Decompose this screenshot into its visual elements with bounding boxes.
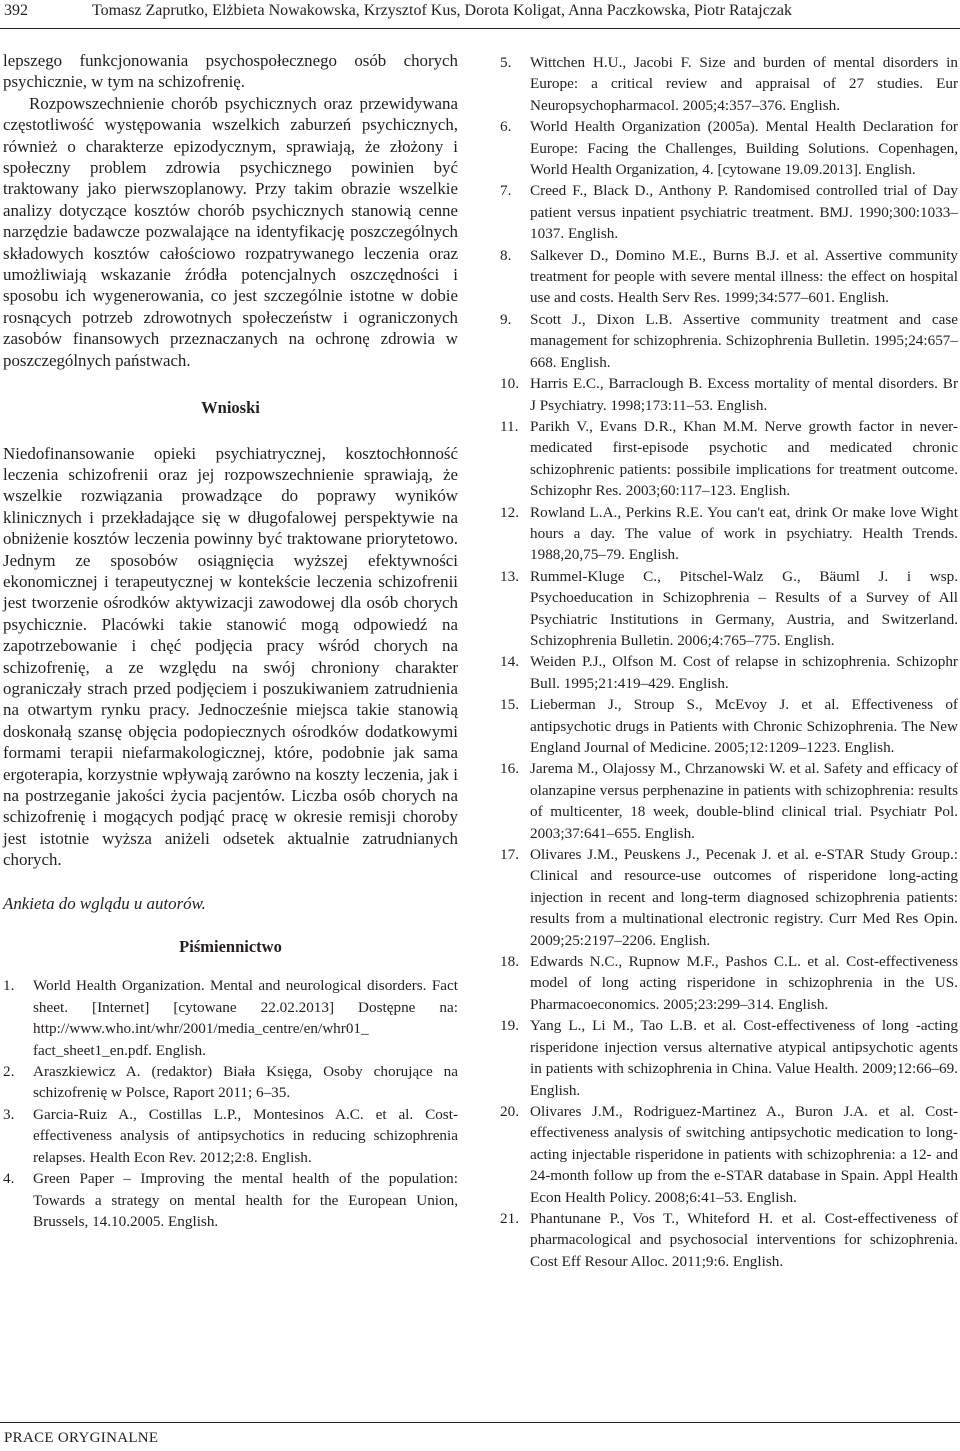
reference-item <box>500 651 958 694</box>
reference-item <box>500 1015 958 1101</box>
reference-number: 14. <box>500 653 519 671</box>
reference-text: Lieberman J., Stroup S., McEvoy J. et al. Effectiveness of antipsychotic drugs in Patients with Chronic Schizophrenia. The New England Journal of Medicine. 2005;12:1209–1223. English. <box>530 696 958 756</box>
reference-item <box>500 844 958 951</box>
reference-text: Creed F., Black D., Anthony P. Randomised controlled trial of Day patient versus inpatient psychiatric treatment. BMJ. 1990;300:1033–1037. English. <box>530 182 958 243</box>
conclusions-paragraph: Niedofinansowanie opieki psychiatrycznej, kosztochłonność leczenia schizofrenii oraz jej rozpowszechnienie sprawiają, że wszelkie rozwiązania prowadzące do poprawy wyników klinicznych i przekładające się w długofalowej perspektywie na obniżenie kosztów leczenia powinny być traktowane priorytetowo. Jednym ze sposobów osiągnięcia wyższej efektywności ekonomicznej i terapeutycznej w kontekście leczenia schizofrenii jest tworzenie ośrodków aktywizacji zawodowej dla osób chorych psychicznie. Placówki takie stanowić mogą odpowiedź na zapotrzebowanie i chęć podjęcia pracy wśród chorych na schizofrenię, a ze względu na swój chroniony charakter ograniczały strach przed podjęciem i poszukiwaniem zatrudnienia na otwartym rynku pracy. Jednocześnie miejsca takie stanowią doskonałą szansę objęcia podopiecznych ośrodków dodatkowymi formami terapii niefarmakologicznej, które, podobnie jak sama ergoterapia, korzystnie wpływają zarówno na koszty leczenia, jak i na postrzeganie jakości życia pacjentów. Liczba osób chorych na schizofrenię i mogących podjąć pracę w okresie remisji choroby jest istotnie wyższa aniżeli odsetek aktualnie zatrudnianych chorych. <box>3 443 458 870</box>
reference-text: Garcia-Ruiz A., Costillas L.P., Montesinos A.C. et al. Cost-effectiveness analysis of antipsychotics in reducing schizophrenia relapses. Health Econ Rev. 2012;2:8. English. <box>33 1105 458 1166</box>
reference-text: Rummel-Kluge C., Pitschel-Walz G., Bäuml J. i wsp. Psychoeducation in Schizophrenia – Results of a Survey of All Psychiatric Institutions in Germany, Austria, and Switzerland. Schizophrenia Bulletin. 2006;4:765–775. English. <box>530 567 958 649</box>
reference-item <box>500 1101 958 1208</box>
reference-text: Edwards N.C., Rupnow M.F., Pashos C.L. et al. Cost-effectiveness model of long acting risperidone in schizophrenia in the US. Pharmacoeconomics. 2005;23:299–314. English. <box>530 953 958 1013</box>
body-paragraph: Rozpowszechnienie chorób psychicznych oraz przewidywana częstotliwość występowania wszelkich zaburzeń psychicznych, również o charakterze epizodycznym, sprawiają, że złożony i społeczny problem zdrowia psychicznego powinien być traktowany jako pierwszoplanowy. Przy takim obrazie wszelkie analizy dotyczące kosztów chorób psychicznych stanowią cenne narzędzie badawcze pozwalające na identyfikację poszczególnych składowych kosztów całościowo rozpatrywanego leczenia oraz umożliwiają wskazanie źródła potencjalnych oszczędności i sposobu ich wygenerowania, co jest szczególnie istotne w dobie rosnących potrzeb zdrowotnych społeczeństw i ograniczonych zasobów finansowych przeznaczanych na ochronę zdrowia w poszczególnych państwach. <box>3 93 458 370</box>
reference-item <box>500 180 958 244</box>
reference-text: Olivares J.M., Rodriguez-Martinez A., Buron J.A. et al. Cost-effectiveness analysis of switching antipsychotic medication to long-acting injectable risperidone in patients with schizophrenia: a 12- and 24-month follow up from the e-STAR database in Spain. Appl Health Econ Health Policy. 2008;6:41–53. English. <box>530 1102 958 1206</box>
references-heading: Piśmiennictwo <box>179 937 282 957</box>
reference-number: 17. <box>500 846 519 864</box>
reference-number: 13. <box>500 567 519 585</box>
reference-item <box>500 116 958 180</box>
reference-text: World Health Organization. Mental and neurological disorders. Fact sheet. [Internet] [cytowane 22.02.2013] Dostępne na: http://www.who.int/whr/2001/media_centre/en/whr01_ fact_sheet1_en.pdf. English. <box>33 977 458 1059</box>
reference-item <box>500 373 958 416</box>
reference-item <box>500 309 958 373</box>
reference-text: Phantunane P., Vos T., Whiteford H. et al. Cost-effectiveness of pharmacological and psychosocial interventions for schizophrenia. Cost Eff Resour Alloc. 2011;9:6. English. <box>530 1209 958 1270</box>
reference-item <box>500 502 958 566</box>
reference-number: 10. <box>500 375 519 393</box>
reference-number: 3. <box>3 1105 15 1123</box>
reference-number: 12. <box>500 503 519 521</box>
reference-number: 8. <box>500 246 512 264</box>
references-list-left <box>3 975 458 1232</box>
reference-text: Harris E.C., Barraclough B. Excess mortality of mental disorders. Br J Psychiatry. 1998;173:11–53. English. <box>530 375 958 414</box>
reference-number: 18. <box>500 953 519 971</box>
references-list-right <box>500 52 958 1272</box>
reference-item <box>500 758 958 844</box>
reference-item <box>3 1104 458 1168</box>
reference-text: Olivares J.M., Peuskens J., Pecenak J. et al. e-STAR Study Group.: Clinical and resource-use outcomes of risperidone long-acting injection in recent and long-term diagnosed schizophrenia patients: results from a multinational electronic registry. Curr Med Res Opin. 2009;25:2197–2206. English. <box>530 846 958 949</box>
reference-text: Araszkiewicz A. (redaktor) Biała Księga, Osoby chorujące na schizofrenię w Polsce, Raport 2011; 6–35. <box>33 1063 458 1102</box>
page-header <box>0 0 960 34</box>
reference-number: 15. <box>500 696 519 714</box>
reference-item <box>500 52 958 116</box>
reference-item <box>500 951 958 1015</box>
reference-number: 1. <box>3 977 15 995</box>
footer-section-label: PRACE ORYGINALNE <box>4 1430 159 1446</box>
reference-item <box>500 1208 958 1272</box>
reference-number: 11. <box>500 417 519 435</box>
right-column <box>500 52 958 1272</box>
reference-item <box>500 694 958 758</box>
reference-item <box>3 975 458 1061</box>
reference-text: Jarema M., Olajossy M., Chrzanowski W. et al. Safety and efficacy of olanzapine versus perphenazine in patients with schizophrenia: results of multicenter, 18 week, double-blind clinical trial. Psychiatr Pol. 2003;37:641–655. English. <box>530 760 958 842</box>
reference-item <box>3 1168 458 1232</box>
reference-text: World Health Organization (2005a). Mental Health Declaration for Europe: Facing the Challenges, Building Solutions. Copenhagen, World Health Organization, 4. [cytowane 19.09.2013]. English. <box>530 118 958 179</box>
conclusions-heading: Wnioski <box>201 398 260 418</box>
left-column <box>3 50 458 1232</box>
reference-number: 19. <box>500 1017 519 1035</box>
survey-note: Ankieta do wglądu u autorów. <box>3 893 206 913</box>
reference-text: Green Paper – Improving the mental health of the population: Towards a strategy on mental health for the European Union, Brussels, 14.10.2005. English. <box>33 1170 458 1230</box>
reference-number: 2. <box>3 1063 15 1081</box>
reference-number: 5. <box>500 54 512 71</box>
reference-number: 6. <box>500 118 512 136</box>
reference-item <box>3 1061 458 1104</box>
reference-number: 16. <box>500 760 519 778</box>
reference-number: 9. <box>500 310 512 328</box>
reference-number: 4. <box>3 1170 15 1188</box>
footer-rule <box>0 1422 960 1423</box>
reference-text: Salkever D., Domino M.E., Burns B.J. et al. Assertive community treatment for people with severe mental illness: the effect on hospital use and costs. Health Serv Res. 1999;34:577–601. English. <box>530 246 958 307</box>
reference-text: Wittchen H.U., Jacobi F. Size and burden of mental disorders in Europe: a critical review and appraisal of 27 studies. Eur Neuropsychopharmacol. 2005;4:357–376. English. <box>530 54 958 114</box>
reference-text: Parikh V., Evans D.R., Khan M.M. Nerve growth factor in never-medicated first-episode psychotic and medicated chronic schizophrenic patients: possibile implications for treatment outcome. Schizophr Res. 2003;60:117–123. English. <box>530 417 958 500</box>
reference-text: Yang L., Li M., Tao L.B. et al. Cost-effectiveness of long -acting risperidone injection versus alternative atypical antipsychotic agents in patients with schizophrenia in China. Value Health. 2009;12:66–69. English. <box>530 1017 958 1099</box>
reference-number: 7. <box>500 182 512 200</box>
reference-number: 20. <box>500 1102 519 1120</box>
reference-item <box>500 416 958 502</box>
header-rule <box>0 28 960 29</box>
page-number: 392 <box>4 2 28 19</box>
reference-text: Weiden P.J., Olfson M. Cost of relapse in schizophrenia. Schizophr Bull. 1995;21:419–429. English. <box>530 653 958 692</box>
reference-number: 21. <box>500 1209 519 1227</box>
body-paragraph: lepszego funkcjonowania psychospołecznego osób chorych psychicznie, w tym na schizofrenię. <box>3 51 458 92</box>
reference-text: Scott J., Dixon L.B. Assertive community treatment and case management for schizophrenia. Schizophrenia Bulletin. 1995;24:657–668. English. <box>530 310 958 371</box>
running-head-authors: Tomasz Zaprutko, Elżbieta Nowakowska, Krzysztof Kus, Dorota Koligat, Anna Paczkowska, Piotr Ratajczak <box>92 2 793 19</box>
reference-item <box>500 245 958 309</box>
reference-item <box>500 566 958 652</box>
reference-text: Rowland L.A., Perkins R.E. You can't eat, drink Or make love Wight hours a day. The value of work in psychiatry. Health Trends. 1988,20,75–79. English. <box>530 503 958 564</box>
